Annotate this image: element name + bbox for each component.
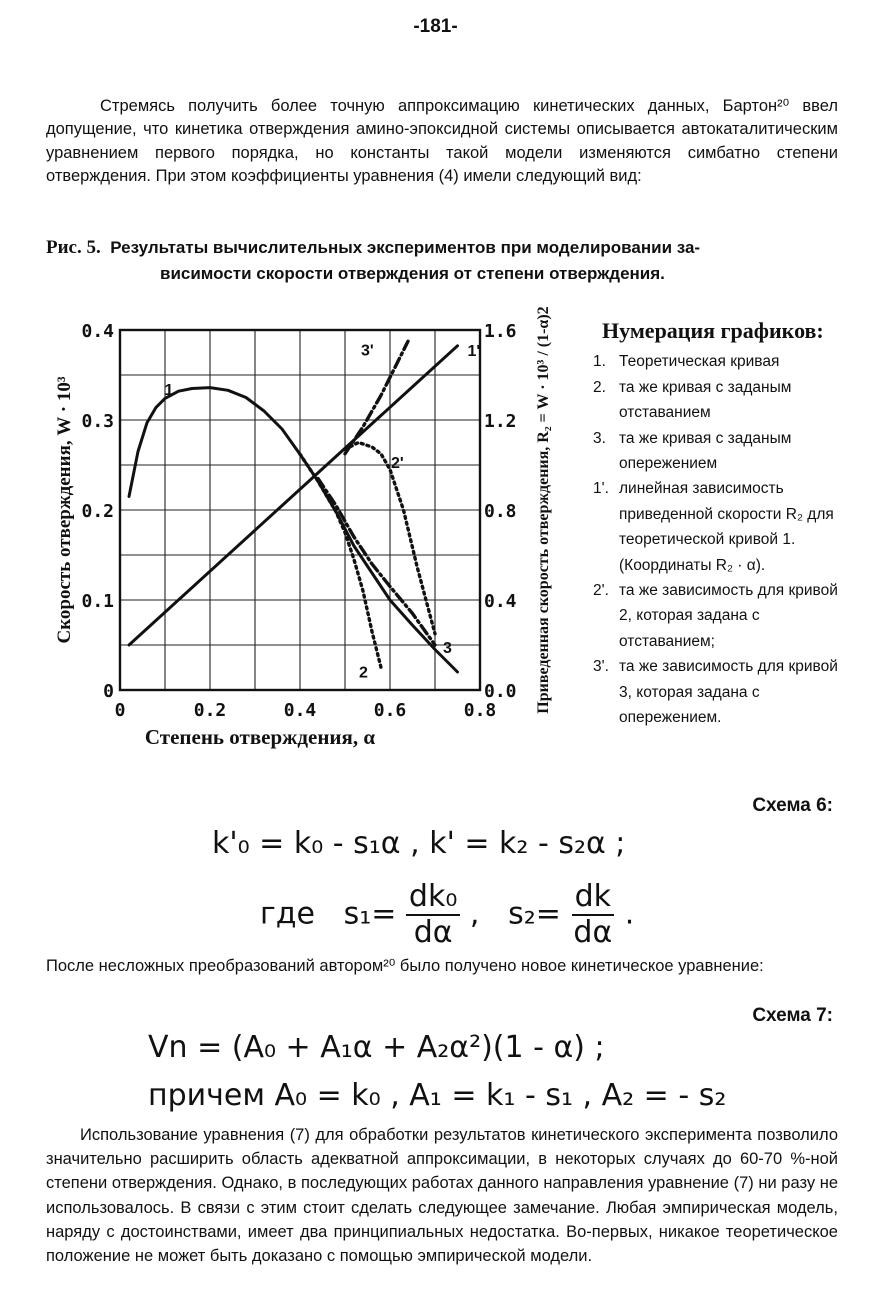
y-left-tick-label: 0.1	[81, 591, 114, 612]
legend-title: Нумерация графиков:	[602, 318, 824, 343]
x-tick-label: 0.8	[463, 700, 497, 721]
series-line-3	[318, 479, 435, 646]
x-tick-label: 0.4	[283, 700, 317, 721]
series-label-3-prime: 3'	[361, 342, 374, 360]
scheme6-s2-denominator: dα	[573, 915, 613, 950]
series-label-2: 2	[359, 664, 368, 682]
legend-item-number: 2'.	[593, 582, 609, 600]
legend-item	[590, 349, 850, 374]
legend-item	[590, 654, 850, 730]
y-left-tick-label: 0.3	[81, 411, 114, 432]
y-left-axis-label: Скорость отверждения, W · 10³	[54, 376, 75, 644]
scheme6-where: где	[260, 896, 315, 932]
scheme6-equation: k'₀ = k₀ - s₁α , k' = k₂ - s₂α ;	[212, 826, 626, 861]
series-label-1-prime: 1'	[467, 342, 481, 360]
scheme7-label: Схема 7:	[752, 1005, 833, 1026]
series-label-2-prime: 2'	[391, 454, 404, 472]
scheme7-equation: Vn = (A₀ + A₁α + A₂α²)(1 - α) ;	[148, 1030, 605, 1065]
scheme6-s1-symbol: s₁=	[343, 896, 397, 932]
chart-legend	[590, 318, 850, 731]
scheme6-s2-symbol: s₂=	[508, 896, 561, 932]
after-scheme6-paragraph: После несложных преобразований автором²⁰ было получено новое кинетическое уравнение:	[46, 957, 764, 975]
x-tick-label: 0.6	[373, 700, 407, 721]
legend-item-number: 2.	[593, 378, 606, 396]
figure-label: Рис. 5.	[46, 237, 101, 258]
figure-caption-line1: Результаты вычислительных экспериментов при моделировании за-	[110, 238, 701, 257]
legend-item-text: Теоретическая кривая	[619, 353, 780, 371]
scheme6-s2-numerator: dk	[572, 880, 614, 916]
figure-caption	[46, 235, 846, 287]
scheme6-s1-numerator: dk₀	[406, 880, 460, 916]
x-tick-label: 0	[114, 700, 126, 721]
legend-item	[590, 578, 850, 654]
legend-items	[590, 349, 850, 730]
y-right-tick-label: 1.6	[484, 321, 517, 342]
legend-item-text: та же зависимость для кривой 2, которая задана с отставанием;	[619, 582, 838, 650]
x-axis-label: Степень отверждения, α	[144, 725, 376, 749]
legend-item	[590, 426, 850, 477]
scheme6-label: Схема 6:	[752, 795, 833, 816]
y-left-tick-label: 0	[103, 681, 114, 702]
y-right-axis-label: Приведенная скорость отверждения, R₂ = W · 10³ / (1-α)2	[535, 306, 552, 714]
figure-caption-line2: висимости скорости отверждения от степени отверждения.	[160, 264, 665, 283]
y-right-tick-label: 0.4	[484, 591, 517, 612]
legend-item-number: 1.	[593, 353, 606, 371]
legend-item-text: та же кривая с заданым опережением	[619, 429, 792, 473]
series-label-1: 1	[164, 382, 174, 400]
scheme6-s1-fraction	[406, 880, 460, 950]
legend-item-number: 3.	[593, 429, 606, 447]
y-right-tick-label: 0.8	[484, 501, 517, 522]
intro-paragraph: Стремясь получить более точную аппроксимацию кинетических данных, Бартон²⁰ ввел допущение, что кинетика отверждения амино-эпоксидной системы описывается автокаталитическим уравнением первого порядка, но константы такой модели изменяются симбатно степени отверждения. При этом коэффициенты уравнения (4) имели следующий вид:	[46, 97, 838, 186]
y-left-tick-label: 0.2	[81, 501, 114, 522]
x-tick-label: 0.2	[193, 700, 227, 721]
page-number: -181-	[413, 16, 458, 37]
legend-item-text: та же кривая с заданым отставанием	[619, 378, 792, 422]
legend-item-text: та же зависимость для кривой 3, которая задана с опережением.	[619, 658, 838, 727]
conclusion-paragraph: Использование уравнения (7) для обработки результатов кинетического эксперимента позволило значительно расширить область адекватной аппроксимации, в некоторых случаях до 60-70 %-ной степени отверждения. Однако, в последующих работах данного направления уравнение (7) ни разу не использовалось. В связи с этим стоит сделать следующее замечание. Любая эмпирическая модель, наряду с достоинствами, имеет два принципиальных недостатка. Во-первых, никакое теоретическое положение не может быть доказано с помощью эмпирической модели.	[46, 1126, 838, 1266]
y-right-tick-label: 1.2	[484, 411, 517, 432]
kinetics-chart	[40, 300, 560, 770]
legend-item	[590, 476, 850, 578]
scheme7-coefficients: причем A₀ = k₀ , A₁ = k₁ - s₁ , A₂ = - s₂	[148, 1078, 727, 1113]
y-right-tick-label: 0.0	[484, 681, 517, 702]
legend-item-number: 1'.	[593, 480, 609, 498]
scheme6-definitions: где s₁= $\frac{\text{dk₀}}{d\alpha}$ , s₂= $\frac{dk}{d\alpha}$ .	[260, 879, 635, 950]
legend-item-number: 3'.	[593, 658, 609, 676]
legend-item-text: линейная зависимость приведенной скорости R₂ для теоретической кривой 1. (Координаты R₂ · α).	[619, 480, 834, 574]
series-label-3: 3	[443, 640, 452, 657]
scheme6-s1-denominator: dα	[413, 915, 453, 950]
y-left-tick-label: 0.4	[81, 321, 114, 342]
legend-item	[590, 375, 850, 426]
scheme6-s2-fraction	[570, 880, 615, 950]
